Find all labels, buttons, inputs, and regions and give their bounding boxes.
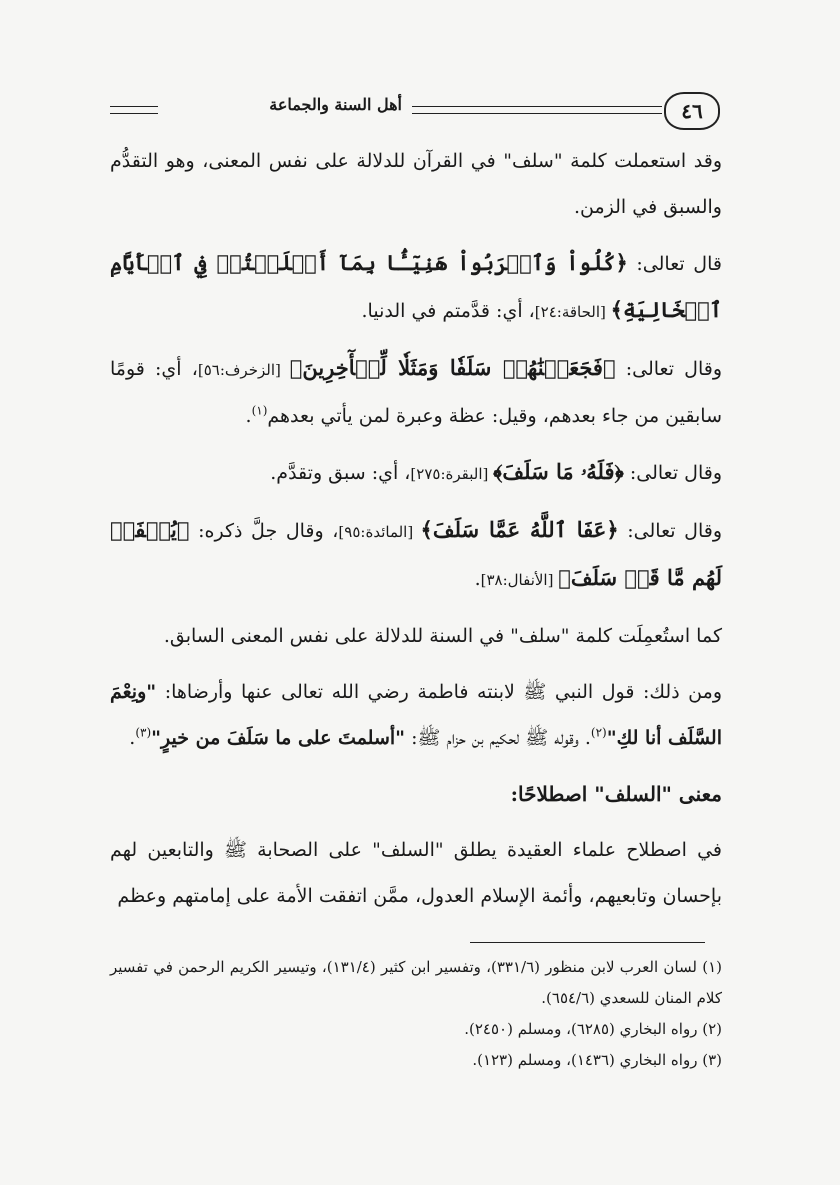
punctuation: . [129,727,136,749]
page-header [100,92,720,132]
footnote-marker: (١) [251,403,268,418]
connector-text: ، وقال جلَّ ذكره: [189,520,339,542]
page-number: ٤٦ [664,92,720,130]
punctuation: . [245,405,252,427]
quran-verse: ﴿فَجَعَلۡنَٰهُمۡ سَلَفٗا وَمَثَلٗا لِّلۡأٓخِرِينَ﴾ [289,355,616,380]
footnote-marker: (٣) [135,725,152,740]
footnote-1: (١) لسان العرب لابن منظور (٣٣١/٦)، وتفسير ابن كثير (١٣١/٤)، وتيسير الكريم الرحمن في تفسير كلام المنان للسعدي (٦٥٤/٦). [110,958,722,1007]
paragraph-6: كما استُعمِلَت كلمة "سلف" في السنة للدلالة على نفس المعنى السابق. [163,625,722,647]
quran-verse: ﴿عَفَا ٱللَّهُ عَمَّا سَلَفَ﴾ [420,517,619,542]
explanation-text: ، أي: قومًا سابقين من جاء بعدهم، وقيل: عظة وعبرة لمن يأتي بعدهم [110,358,722,427]
paragraph-8: في اصطلاح علماء العقيدة يطلق "السلف" على الصحابة ﷺ والتابعين لهم بإحسان وتابعيهم، وأئمة الإسلام العدول، ممَّن اتفقت الأمة على إمامتهم وعظم [110,839,722,907]
punctuation: . [474,568,481,590]
explanation-text: ، أي: قدَّمتم في الدنيا. [361,300,535,322]
paragraph-7 [110,669,722,761]
section-heading: معنى "السلف" اصطلاحًا: [510,782,722,806]
running-title: أهل السنة والجماعة [269,95,402,114]
header-rule [412,106,662,114]
header-rule-short [110,106,158,114]
intro-text: وقال تعالى: [618,520,722,542]
paragraph-3 [110,345,722,439]
paragraph-1: وقد استعملت كلمة "سلف" في القرآن للدلالة على نفس المعنى، وهو التقدُّم والسبق في الزمن. [110,150,722,218]
intro-text: ومن ذلك: قول النبي ﷺ لابنته فاطمة رضي الله تعالى عنها وأرضاها: [156,681,722,703]
verse-reference: [البقرة:٢٧٥] [410,465,494,483]
hadith-quote-1: "ونِعْمَ السَّلَف أنا لكِ" [110,681,722,749]
verse-reference: [المائدة:٩٥] [338,523,421,541]
quran-verse: ﴿فَلَهُۥ مَا سَلَفَ﴾ [493,459,624,484]
paragraph-2 [110,240,722,335]
footnote-2: (٢) رواه البخاري (٦٢٨٥)، ومسلم (٢٤٥٠). [464,1020,722,1038]
main-text [110,138,722,929]
intro-text: وقال تعالى: [623,462,722,484]
quran-verse: ﴿كُلُواْ وَٱشۡرَبُواْ هَنِيٓـَٔۢا بِمَآ أَسۡلَفۡتُمۡ فِي ٱلۡأَيَّامِ ٱلۡخَالِيَةِ﴾ [110,250,722,322]
footnote-3: (٣) رواه البخاري (١٤٣٦)، ومسلم (١٢٣). [472,1051,722,1069]
paragraph-5 [110,507,722,603]
verse-reference: [الزخرف:٥٦] [197,361,290,379]
footnote-separator [470,942,705,943]
verse-reference-2: [الأنفال:٣٨] [480,571,559,589]
quran-verse-2: ﴿يُغۡفَرۡ لَهُم مَّا قَدۡ سَلَفَ﴾ [110,517,722,590]
verse-reference: [الحاقة:٢٤] [534,303,611,321]
explanation-text: ، أي: سبق وتقدَّم. [270,462,411,484]
intro-text: وقال تعالى: [615,358,722,380]
hadith-quote-2: "أسلمتَ على ما سَلَفَ من خيرٍ" [151,727,406,749]
connector-text: . وقوله ﷺ لحكيم بن حزام ﷺ: [405,727,591,749]
paragraph-4 [110,449,722,497]
footnotes [110,952,722,1076]
intro-text: قال تعالى: [627,253,722,275]
footnote-marker: (٢) [590,725,607,740]
